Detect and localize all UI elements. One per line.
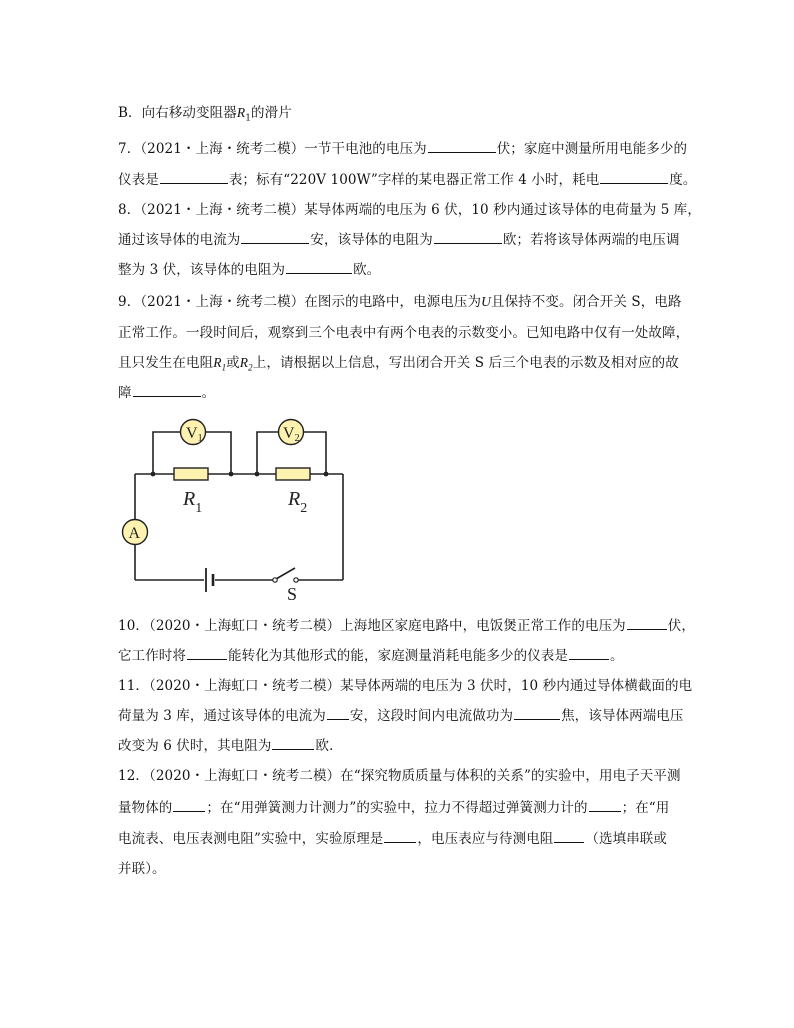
- q12-line-3: [118, 829, 667, 849]
- r1-symbol: R: [236, 105, 246, 120]
- q8-line-2: [118, 230, 680, 250]
- r2-letter: R: [288, 488, 301, 510]
- r1-letter: R: [183, 488, 196, 510]
- q7-text-a: 7．（2021・上海・统考二模）一节干电池的电压为: [118, 141, 427, 157]
- q12-line-2: [118, 798, 669, 818]
- q12-text-c: ；在“用弹簧测力计测力”的实验中，拉力不得超过弹簧测力计的: [206, 800, 588, 816]
- q9-r2-symbol: R: [239, 355, 249, 370]
- q12-text-g: （选填串联或: [585, 831, 668, 847]
- v2-letter: V: [283, 425, 295, 442]
- q9-line-1: [118, 292, 682, 312]
- ammeter-label: A: [128, 525, 141, 542]
- q10-text-e: 。: [610, 648, 624, 664]
- q12-text-b: 量物体的: [118, 800, 173, 816]
- q7-text-d: 表；标有“220V 100W”字样的某电器正常工作 4 小时，耗电: [228, 172, 600, 188]
- q7-text-b: 伏；家庭中测量所用电能多少的: [496, 141, 688, 157]
- q9-blank[interactable]: [133, 383, 201, 397]
- q11-blank-1[interactable]: [327, 706, 349, 720]
- q10-text-d: 能转化为其他形式的能，家庭测量消耗电能多少的仪表是: [228, 648, 568, 664]
- switch-lever: [276, 568, 295, 579]
- resistor-r1: [174, 468, 208, 480]
- q8-blank-2[interactable]: [434, 230, 502, 244]
- switch-contact: [294, 578, 298, 582]
- q11-text-a: 11．（2020・上海虹口・统考二模）某导体两端的电压为 3 伏时，10 秒内通过导体横截面的电: [118, 678, 693, 694]
- q8-text-e: 整为 3 伏，该导体的电阻为: [118, 262, 286, 278]
- q9-r1-symbol: R: [213, 355, 222, 370]
- q11-blank-2[interactable]: [514, 706, 560, 720]
- q8-line-3: [118, 260, 380, 280]
- q8-text-f: 欧。: [353, 262, 381, 278]
- q12-text-f: ，电压表应与待测电阻: [417, 831, 554, 847]
- q10-blank-1[interactable]: [627, 616, 667, 630]
- junction-dot: [151, 472, 156, 477]
- q12-blank-4[interactable]: [554, 829, 584, 843]
- q9-text-g: 。: [201, 385, 216, 401]
- option-b-end: 的滑片: [251, 105, 292, 121]
- v2-wire-left: [257, 432, 278, 474]
- u-symbol: U: [481, 294, 491, 309]
- option-b-text: B．向右移动变阻器: [118, 105, 237, 121]
- q11-line-3: [118, 736, 343, 756]
- q10-text-b: 伏，: [667, 618, 695, 634]
- resistor-r2: [276, 468, 310, 480]
- q9-text-f: 障: [118, 385, 132, 401]
- q11-line-2: [118, 706, 683, 726]
- q12-text-a: 12．（2020・上海虹口・统考二模）在“探究物质质量与体积的关系”的实验中，用电子天平测: [118, 768, 681, 784]
- q11-text-e: 改变为 6 伏时，其电阻为: [118, 738, 272, 754]
- q8-blank-3[interactable]: [286, 260, 352, 274]
- q10-blank-3[interactable]: [569, 646, 609, 660]
- v1-subscript: 1: [197, 433, 203, 444]
- q9-text-a: 9．（2021・上海・统考二模）在图示的电路中，电源电压为: [118, 294, 482, 310]
- q11-blank-3[interactable]: [272, 736, 314, 750]
- r2-label-subscript: 2: [300, 501, 308, 516]
- q9-line-2: [118, 323, 689, 343]
- q9-or: 或: [226, 355, 240, 371]
- r2-label: [287, 488, 307, 516]
- q12-text-e: 电流表、电压表测电阻”实验中，实验原理是: [118, 831, 384, 847]
- option-b-line: [118, 103, 292, 129]
- q11-text-d: 焦，该导体两端电压: [561, 708, 684, 724]
- junction-dot: [324, 472, 329, 477]
- q9-text-c: 正常工作。一段时间后，观察到三个电表中有两个电表的示数变小。已知电路中仅有一处故障，: [118, 325, 690, 341]
- q8-text-a: 8．（2021・上海・统考二模）某导体两端的电压为 6 伏，10 秒内通过该导体的电荷量为 5 库，: [118, 202, 702, 218]
- q12-blank-1[interactable]: [173, 798, 205, 812]
- q11-line-1: [118, 676, 692, 696]
- q12-line-1: [118, 766, 681, 786]
- q7-blank-2[interactable]: [160, 170, 228, 184]
- q8-text-c: 安，该导体的电阻为: [310, 232, 433, 248]
- q9-r1-subscript: 1: [221, 362, 227, 373]
- switch-pivot: [273, 578, 277, 582]
- q10-text-c: 它工作时将: [118, 648, 186, 664]
- q8-text-b: 通过该导体的电流为: [118, 232, 241, 248]
- q7-line-2: [118, 170, 697, 190]
- switch-label: S: [287, 584, 298, 602]
- q9-text-e: 上，请根据以上信息，写出闭合开关 S 后三个电表的示数及相对应的故: [252, 355, 679, 371]
- q8-blank-1[interactable]: [241, 230, 309, 244]
- q12-text-d: ；在“用: [621, 800, 670, 816]
- circuit-diagram: [115, 412, 355, 602]
- q9-line-4: [118, 383, 215, 403]
- v1-letter: V: [186, 425, 198, 442]
- q11-text-f: 欧．: [315, 738, 343, 754]
- q11-text-c: 安，这段时间内电流做功为: [349, 708, 514, 724]
- q12-blank-2[interactable]: [589, 798, 621, 812]
- q9-text-b: 且保持不变。闭合开关 S，电路: [490, 294, 682, 310]
- q9-text-d: 且只发生在电阻: [118, 355, 214, 371]
- q7-text-e: 度。: [669, 172, 697, 188]
- q7-blank-3[interactable]: [600, 170, 668, 184]
- v1-wire-right: [206, 432, 231, 474]
- v2-subscript: 2: [294, 433, 300, 444]
- q11-text-b: 荷量为 3 库，通过该导体的电流为: [118, 708, 326, 724]
- r1-label: [182, 488, 202, 516]
- q9-line-3: [118, 353, 679, 378]
- r1-label-subscript: 1: [195, 501, 203, 516]
- q10-line-1: [118, 616, 695, 636]
- q8-text-d: 欧；若将该导体两端的电压调: [502, 232, 680, 248]
- q8-line-1: [118, 200, 701, 220]
- q12-text-h: 并联）。: [118, 861, 166, 877]
- q12-line-4: [118, 859, 166, 879]
- q12-blank-3[interactable]: [384, 829, 416, 843]
- junction-dot: [229, 472, 234, 477]
- q7-text-c: 仪表是: [118, 172, 159, 188]
- junction-dot: [255, 472, 260, 477]
- q10-blank-2[interactable]: [187, 646, 227, 660]
- q7-blank-1[interactable]: [428, 139, 496, 153]
- q9-r2-subscript: 2: [248, 362, 253, 373]
- q10-text-a: 10．（2020・上海虹口・统考二模）上海地区家庭电路中，电饭煲正常工作的电压为: [118, 618, 626, 634]
- q7-line-1: [118, 139, 687, 159]
- r1-subscript: 1: [245, 113, 252, 124]
- q10-line-2: [118, 646, 624, 666]
